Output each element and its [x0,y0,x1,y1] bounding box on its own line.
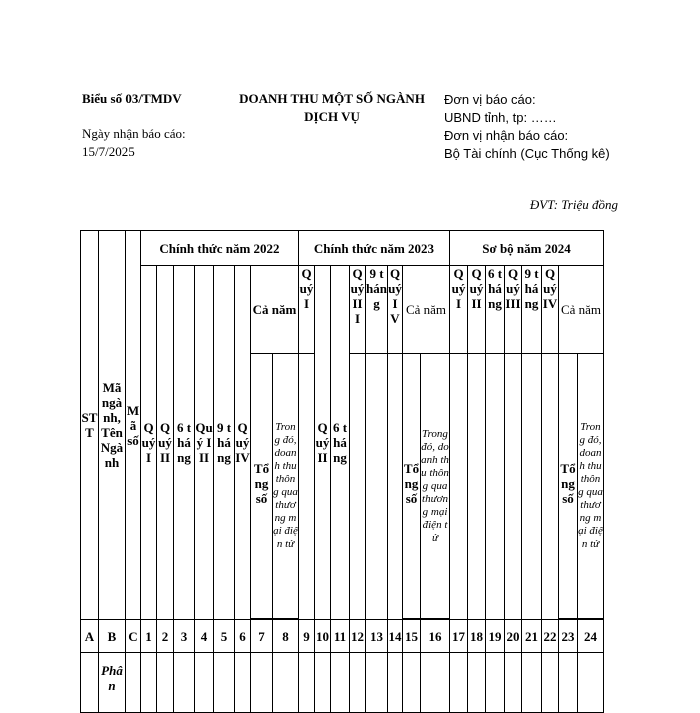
h2024-year: Cả năm [559,266,604,354]
h2023-q3: Quý III [350,266,366,354]
h2023-q4-body [388,354,403,620]
index-cell: 3 [174,620,195,653]
recipient-label: Đơn vị nhận báo cáo: [444,128,569,143]
reporter-value: UBND tỉnh, tp: …… [444,110,557,125]
unit-label: ĐVT: Triệu đồng [529,197,618,212]
h2024-q2: Quý II [468,266,486,354]
h2023-total: Tổng số [403,354,421,619]
index-cell: B [99,620,126,653]
index-cell: 22 [542,620,559,653]
h2024-q4: Quý IV [542,266,559,354]
h2024-q1: Quý I [450,266,468,354]
index-cell: 4 [195,620,214,653]
row-cell [157,653,174,713]
recipient-value: Bộ Tài chính (Cục Thống kê) [444,146,610,161]
h2023-q2: Quý II [315,266,331,620]
row-cell [486,653,505,713]
index-cell: 23 [559,620,578,653]
row-cell [126,653,141,713]
h2022-total: Tổng số [251,354,273,619]
index-cell: 21 [522,620,542,653]
index-cell: 9 [299,620,315,653]
row-cell [350,653,366,713]
received-label: Ngày nhận báo cáo: [82,126,186,141]
index-cell: 7 [251,620,273,653]
index-cell: 20 [505,620,522,653]
index-cell: 6 [235,620,251,653]
row-cell [174,653,195,713]
row-stt [81,653,99,713]
index-cell: 11 [331,620,350,653]
data-row-first [81,653,604,713]
row-cell [468,653,486,713]
name-header: Mã ngành, Tên Ngành [99,231,126,620]
h2023-9m: 9 tháng [366,266,388,354]
index-cell: 17 [450,620,468,653]
h2022-q4: Quý IV [235,266,251,620]
row-cell [421,653,450,713]
h2022-q1: Quý I [141,266,157,620]
h2023-q3-body [350,354,366,620]
index-cell: 15 [403,620,421,653]
received-date: 15/7/2025 [82,144,135,159]
form-code: Biểu số 03/TMDV [82,91,182,106]
h2023-q1: Quý I [299,266,315,354]
row-cell [214,653,235,713]
h2024-q2-body [468,354,486,620]
index-cell: 13 [366,620,388,653]
h2024-6m: 6 tháng [486,266,505,354]
row-cell [141,653,157,713]
h2023-6m: 6 tháng [331,266,350,620]
stt-header: STT [81,231,99,620]
index-cell: 16 [421,620,450,653]
period-header-row [81,266,604,354]
index-cell: A [81,620,99,653]
report-title-line2: DỊCH VỤ [304,109,360,124]
h2024-total: Tổng số [559,354,578,619]
index-cell: C [126,620,141,653]
report-title-line1: DOANH THU MỘT SỐ NGÀNH [239,91,425,106]
reporting-info [444,91,614,163]
row-cell [450,653,468,713]
index-cell: 24 [578,620,604,653]
h2024-q3-body [505,354,522,620]
row-cell [273,653,299,713]
h2023-q1-body [299,354,315,620]
row-cell [559,653,578,713]
group-2024: Sơ bộ năm 2024 [450,231,604,266]
h2023-9m-body [366,354,388,620]
row-name: Phân [99,653,126,713]
index-row [81,620,604,653]
h2024-q1-body [450,354,468,620]
h2024-ecom: Trong đó, doanh thu thông qua thương mại điện tử [578,354,604,619]
h2023-year: Cả năm [403,266,450,354]
h2022-6m: 6 tháng [174,266,195,620]
index-cell: 5 [214,620,235,653]
h2022-ecom: Trong đó, doanh thu thông qua thương mại điện tử [273,354,299,619]
report-title [222,91,442,125]
row-cell [251,653,273,713]
group-2022: Chính thức năm 2022 [141,231,299,266]
h2022-year: Cả năm [251,266,299,354]
row-cell [331,653,350,713]
index-cell: 12 [350,620,366,653]
h2024-q4-body [542,354,559,620]
h2022-9m: 9 tháng [214,266,235,620]
h2023-q4: Quý IV [388,266,403,354]
row-cell [522,653,542,713]
row-cell [195,653,214,713]
h2024-q3: Quý III [505,266,522,354]
index-cell: 10 [315,620,331,653]
row-cell [235,653,251,713]
revenue-table [80,230,604,713]
index-cell: 14 [388,620,403,653]
code-header: Mã số [126,231,141,620]
row-cell [315,653,331,713]
index-cell: 1 [141,620,157,653]
row-cell [366,653,388,713]
h2022-q3: Quý III [195,266,214,620]
index-cell: 18 [468,620,486,653]
h2024-9m-body [522,354,542,620]
row-cell [505,653,522,713]
h2024-9m: 9 tháng [522,266,542,354]
row-cell [403,653,421,713]
row-cell [299,653,315,713]
reporter-label: Đơn vị báo cáo: [444,92,536,107]
h2023-ecom: Trong đó, doanh thu thông qua thương mại điện tử [421,354,450,619]
row-cell [578,653,604,713]
row-cell [388,653,403,713]
row-cell [542,653,559,713]
h2024-6m-body [486,354,505,620]
group-2023: Chính thức năm 2023 [299,231,450,266]
index-cell: 19 [486,620,505,653]
index-cell: 8 [273,620,299,653]
index-cell: 2 [157,620,174,653]
h2022-q2: Quý II [157,266,174,620]
group-header-row [81,231,604,266]
